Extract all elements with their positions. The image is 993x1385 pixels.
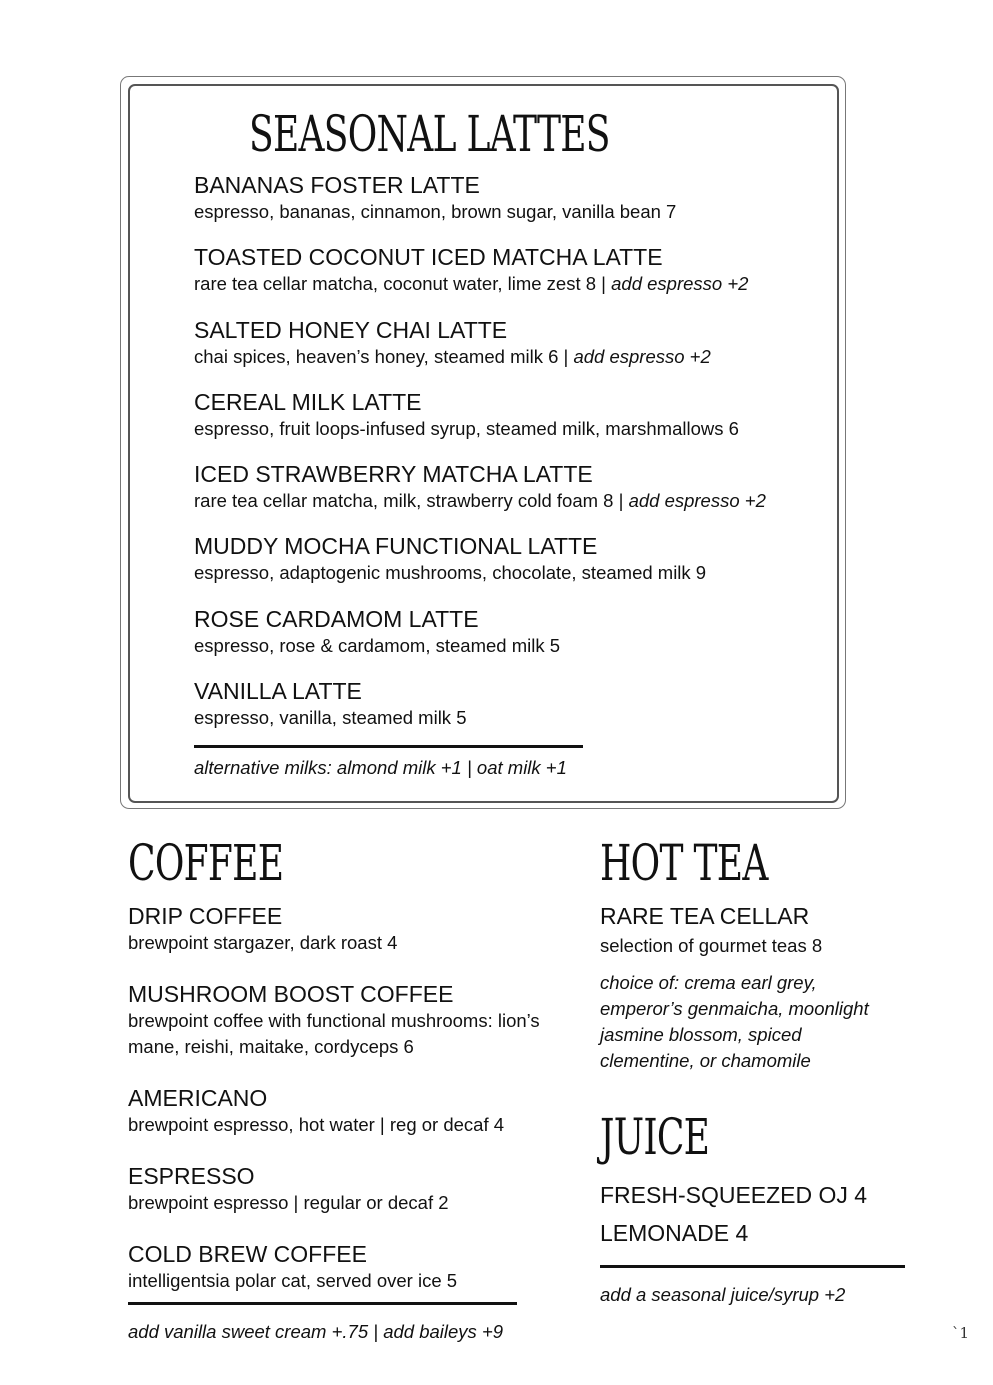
latte-item	[194, 244, 824, 316]
latte-desc-text: espresso, bananas, cinnamon, brown sugar, vanilla bean 7	[194, 201, 677, 222]
latte-desc	[194, 416, 824, 442]
latte-addon: add espresso +2	[611, 273, 749, 295]
latte-desc-text: espresso, vanilla, steamed milk 5	[194, 707, 467, 729]
latte-item	[194, 533, 824, 605]
seasonal-title: SEASONAL LATTES	[249, 105, 610, 163]
juice-title: JUICE	[600, 1108, 710, 1166]
latte-name: MUDDY MOCHA FUNCTIONAL LATTE	[194, 533, 598, 560]
juice-item-lemonade: LEMONADE 4	[600, 1220, 749, 1246]
latte-item	[194, 172, 824, 244]
hot-tea-title: HOT TEA	[600, 834, 768, 892]
latte-desc-text: chai spices, heaven’s honey, steamed milk 6 |	[194, 345, 574, 367]
latte-desc	[194, 344, 824, 370]
latte-desc	[194, 271, 824, 297]
latte-desc	[194, 705, 824, 731]
latte-desc-text: rare tea cellar matcha, milk, strawberry cold foam 8 |	[194, 490, 629, 512]
coffee-name: MUSHROOM BOOST COFFEE	[128, 981, 454, 1007]
coffee-title: COFFEE	[128, 834, 284, 892]
juice-note: add a seasonal juice/syrup +2	[600, 1284, 846, 1305]
coffee-divider	[128, 1302, 517, 1305]
coffee-note: add vanilla sweet cream +.75 | add baileys +9	[128, 1321, 504, 1342]
latte-name: TOASTED COCONUT ICED MATCHA LATTE	[194, 244, 663, 271]
latte-name: VANILLA LATTE	[194, 678, 362, 705]
coffee-desc: brewpoint stargazer, dark roast 4	[128, 932, 398, 953]
coffee-list	[128, 903, 568, 1319]
latte-desc-text: espresso, adaptogenic mushrooms, chocolate, steamed milk 9	[194, 562, 707, 584]
latte-item	[194, 317, 824, 389]
coffee-desc: brewpoint espresso | regular or decaf 2	[128, 1192, 449, 1213]
latte-desc	[194, 199, 824, 225]
coffee-name: DRIP COFFEE	[128, 903, 283, 929]
coffee-name: COLD BREW COFFEE	[128, 1241, 367, 1267]
latte-name: CEREAL MILK LATTE	[194, 388, 422, 415]
latte-desc-text: espresso, fruit loops-infused syrup, steamed milk, marshmallows 6	[194, 417, 739, 439]
hot-tea-choices: choice of: crema earl grey, emperor’s genmaicha, moonlight jasmine blossom, spiced clementine, or chamomile	[600, 972, 869, 1071]
latte-desc	[194, 633, 824, 659]
latte-addon: add espresso +2	[573, 345, 711, 367]
coffee-desc: intelligentsia polar cat, served over ice 5	[128, 1270, 458, 1291]
latte-name: SALTED HONEY CHAI LATTE	[194, 316, 508, 343]
latte-desc	[194, 488, 824, 514]
seasonal-note: alternative milks: almond milk +1 | oat milk +1	[194, 757, 567, 778]
latte-name: ICED STRAWBERRY MATCHA LATTE	[194, 461, 593, 488]
coffee-item	[128, 981, 568, 1060]
coffee-item	[128, 1085, 568, 1138]
coffee-item	[128, 903, 568, 956]
coffee-desc: brewpoint espresso, hot water | reg or decaf 4	[128, 1114, 505, 1135]
latte-desc-text: espresso, rose & cardamom, steamed milk 5	[194, 634, 561, 656]
coffee-desc: brewpoint coffee with functional mushrooms: lion’s mane, reishi, maitake, cordyceps 6	[128, 1010, 540, 1057]
juice-item-oj: FRESH-SQUEEZED OJ 4	[600, 1182, 868, 1208]
hot-tea-desc: selection of gourmet teas 8	[600, 935, 823, 956]
latte-item	[194, 678, 824, 750]
coffee-name: ESPRESSO	[128, 1163, 255, 1189]
latte-desc-text: rare tea cellar matcha, coconut water, lime zest 8 |	[194, 273, 612, 295]
latte-item	[194, 389, 824, 461]
latte-addon: add espresso +2	[628, 490, 766, 512]
page-number: `1	[952, 1324, 970, 1342]
hot-tea-name: RARE TEA CELLAR	[600, 903, 810, 929]
seasonal-divider	[194, 745, 583, 748]
juice-divider	[600, 1265, 905, 1268]
latte-item	[194, 606, 824, 678]
coffee-item	[128, 1241, 568, 1294]
coffee-item	[128, 1163, 568, 1216]
latte-desc	[194, 560, 824, 586]
latte-item	[194, 461, 824, 533]
latte-name: BANANAS FOSTER LATTE	[194, 172, 480, 198]
coffee-name: AMERICANO	[128, 1085, 268, 1111]
latte-name: ROSE CARDAMOM LATTE	[194, 605, 479, 632]
seasonal-latte-list	[194, 172, 824, 750]
